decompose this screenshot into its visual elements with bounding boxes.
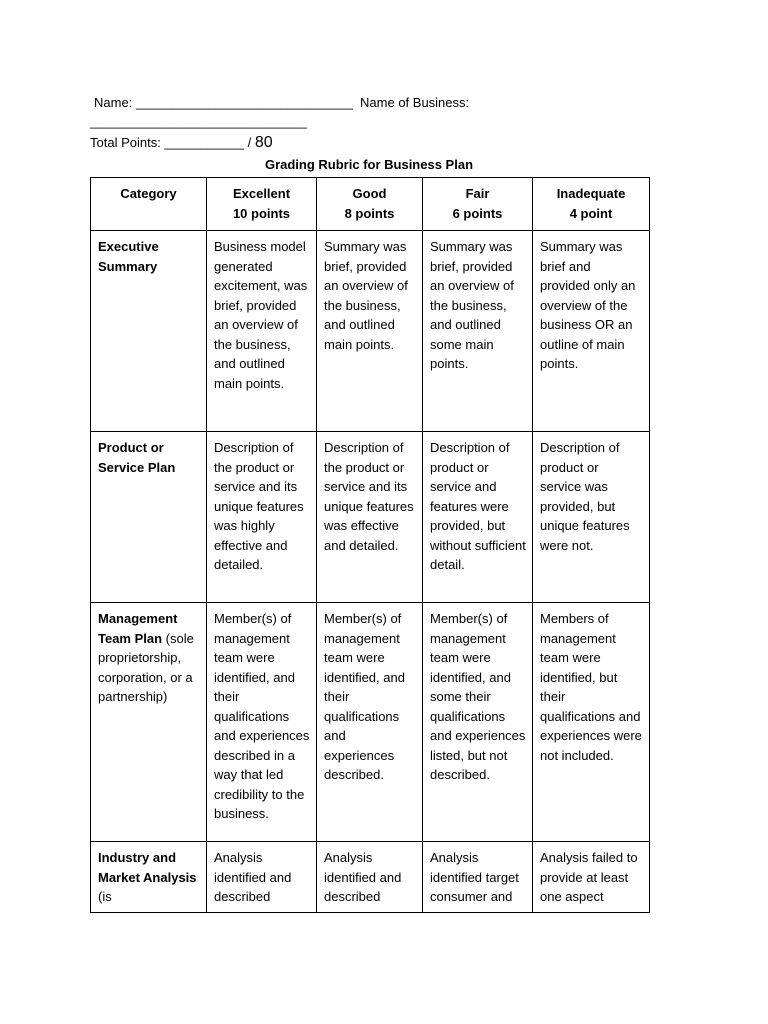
table-cell: Members of management team were identified, but their qualifications and experiences were not included. xyxy=(533,603,650,842)
table-cell: Analysis identified target consumer and xyxy=(423,842,533,913)
header-excellent xyxy=(207,178,317,231)
total-points-line xyxy=(90,134,273,152)
table-cell: Analysis identified and described xyxy=(317,842,423,913)
category-cell xyxy=(91,432,207,603)
table-cell: Member(s) of management team were identified, and their qualifications and experiences described in a way that led credibility to the business. xyxy=(207,603,317,842)
table-cell: Summary was brief, provided an overview of the business, and outlined some main points. xyxy=(423,231,533,432)
category-name: Product or Service Plan xyxy=(98,440,176,475)
category-name: Industry and Market Analysis xyxy=(98,850,197,885)
header-label: Inadequate xyxy=(556,186,626,201)
category-note: (sole proprietorship, corporation, or a partnership) xyxy=(98,630,194,704)
name-field-line[interactable]: Name: ______________________________ Name of Business: xyxy=(94,95,470,110)
table-cell: Member(s) of management team were identified, and some their qualifications and experiences listed, but not described. xyxy=(423,603,533,842)
table-cell: Description of product or service was provided, but unique features were not. xyxy=(533,432,650,603)
header-points: 4 point xyxy=(569,205,613,221)
table-cell: Analysis identified and described xyxy=(207,842,317,913)
business-name-blank[interactable]: ______________________________ xyxy=(90,114,307,129)
header-points: 8 points xyxy=(344,205,395,221)
rubric-title: Grading Rubric for Business Plan xyxy=(264,157,474,172)
table-cell: Summary was brief and provided only an overview of the business OR an outline of main points. xyxy=(533,231,650,432)
header-label: Category xyxy=(120,186,177,201)
table-cell: Description of the product or service and its unique features was highly effective and detailed. xyxy=(207,432,317,603)
header-inadequate xyxy=(533,178,650,231)
table-row xyxy=(91,432,650,603)
header-label: Good xyxy=(352,186,387,201)
category-note: (is xyxy=(98,889,112,904)
header-good xyxy=(317,178,423,231)
total-points-label[interactable]: Total Points: ___________ / xyxy=(90,135,252,150)
table-row xyxy=(91,603,650,842)
table-row xyxy=(91,842,650,913)
header-category xyxy=(91,178,207,231)
header-fair xyxy=(423,178,533,231)
category-cell xyxy=(91,603,207,842)
table-cell: Description of the product or service and its unique features was effective and detailed. xyxy=(317,432,423,603)
table-row xyxy=(91,231,650,432)
table-cell: Summary was brief, provided an overview of the business, and outlined main points. xyxy=(317,231,423,432)
table-cell: Business model generated excitement, was brief, provided an overview of the business, and outlined main points. xyxy=(207,231,317,432)
header-points: 6 points xyxy=(452,205,503,221)
header-row xyxy=(91,178,650,231)
table-cell: Member(s) of management team were identified, and their qualifications and experiences described. xyxy=(317,603,423,842)
header-label: Excellent xyxy=(232,186,291,201)
table-cell: Description of product or service and features were provided, but without sufficient detail. xyxy=(423,432,533,603)
category-cell xyxy=(91,842,207,913)
table-cell: Analysis failed to provide at least one aspect xyxy=(533,842,650,913)
rubric-table xyxy=(90,177,650,913)
header-label: Fair xyxy=(465,186,490,201)
header-points: 10 points xyxy=(232,205,291,221)
category-name: Management Team Plan xyxy=(98,611,178,646)
category-name: Executive Summary xyxy=(98,239,159,274)
total-points-max: 80 xyxy=(254,134,273,151)
category-cell xyxy=(91,231,207,432)
